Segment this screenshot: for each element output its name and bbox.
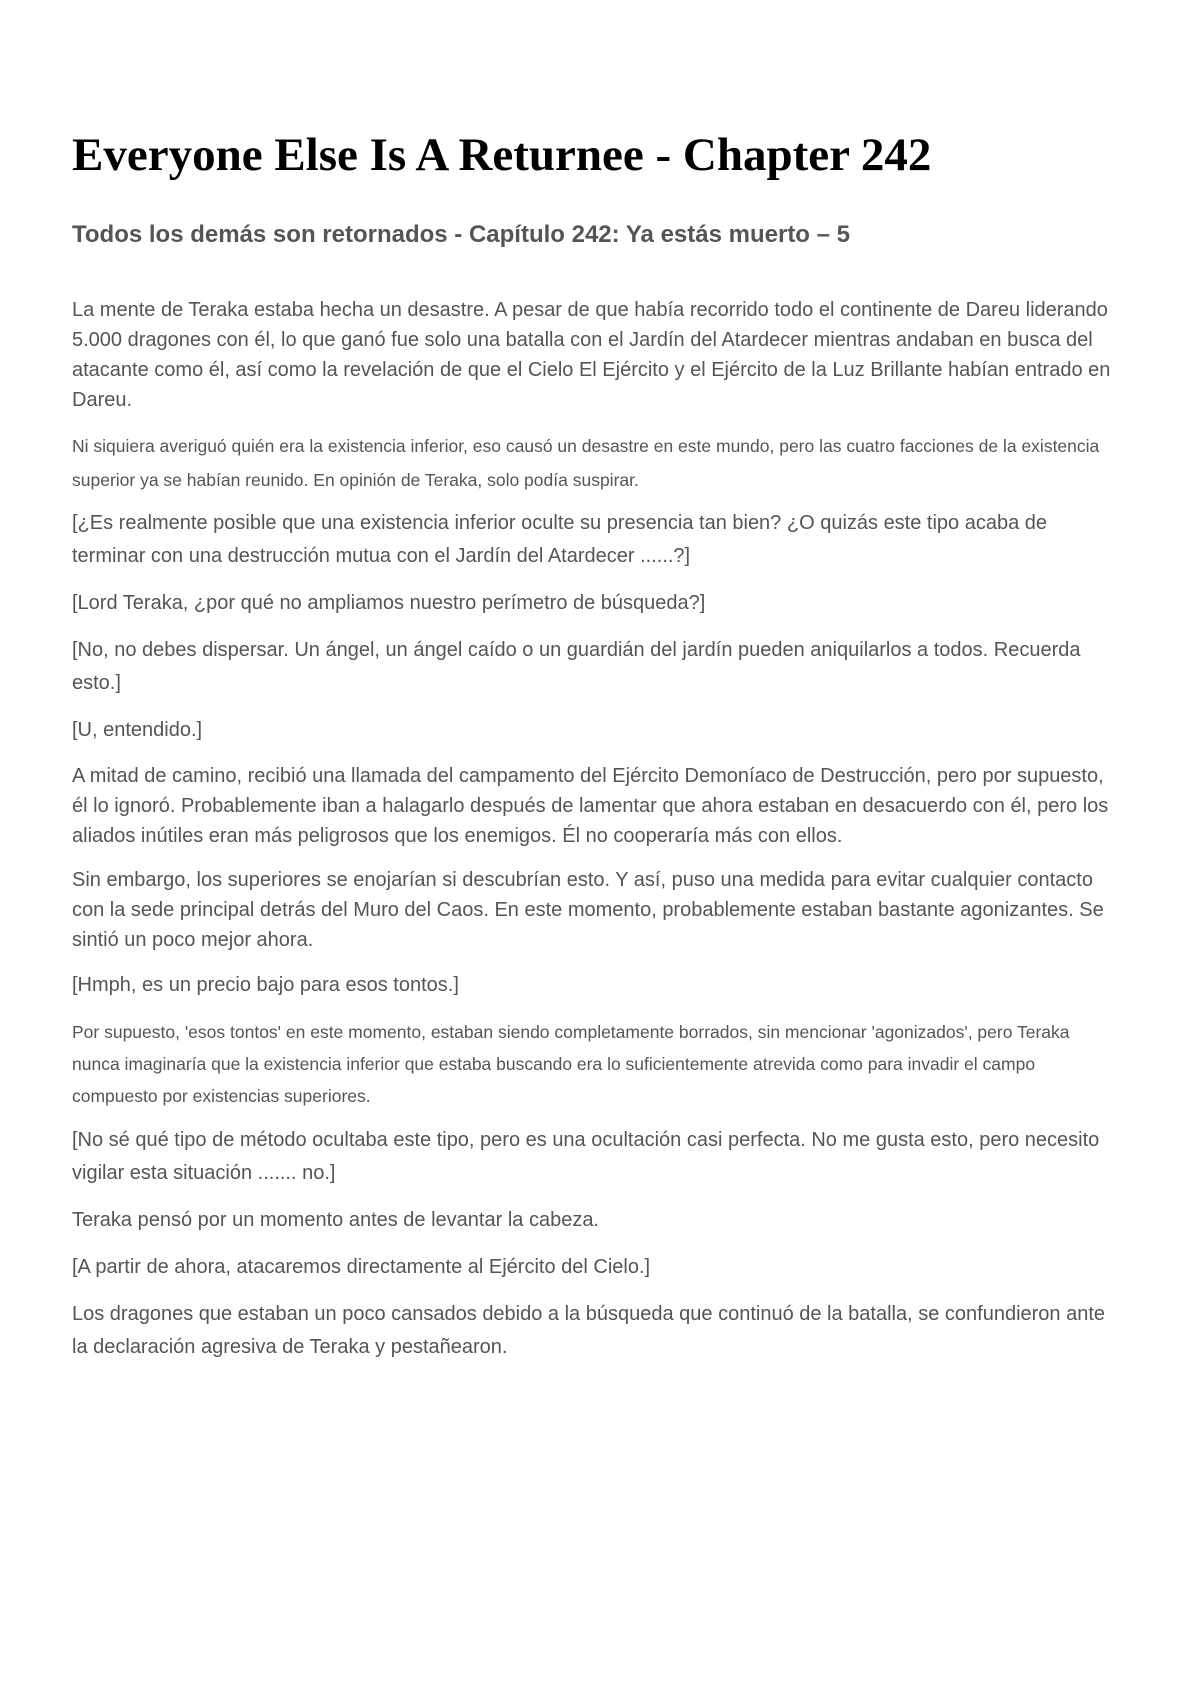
paragraph: Los dragones que estaban un poco cansados debido a la búsqueda que continuó de la batalla, se confundieron ante la declaración agresiva de Teraka y pestañearon. <box>72 1303 1106 1358</box>
paragraph: [U, entendido.] <box>72 719 203 741</box>
paragraph: A mitad de camino, recibió una llamada del campamento del Ejército Demoníaco de Destrucción, pero por supuesto, él lo ignoró. Probablemente iban a halagarlo después de lamentar que ahora estaban en desacuerdo con él, pero los aliados inútiles eran más peligrosos que los enemigos. Él no cooperaría más con ellos. <box>72 765 1109 847</box>
document-page <box>72 128 1117 1378</box>
chapter-subtitle: Todos los demás son retornados - Capítulo 242: Ya estás muerto – 5 <box>72 221 850 248</box>
chapter-title: Everyone Else Is A Returnee - Chapter 242 <box>72 129 932 181</box>
paragraph: Ni siquiera averiguó quién era la existencia inferior, eso causó un desastre en este mundo, pero las cuatro facciones de la existencia superior ya se habían reunido. En opinión de Teraka, solo podía suspirar. <box>72 436 1100 490</box>
paragraph: [No, no debes dispersar. Un ángel, un ángel caído o un guardián del jardín pueden aniquilarlos a todos. Recuerda esto.] <box>72 639 1081 694</box>
paragraph: Teraka pensó por un momento antes de levantar la cabeza. <box>72 1209 599 1231</box>
paragraph: Sin embargo, los superiores se enojarían si descubrían esto. Y así, puso una medida para evitar cualquier contacto con la sede principal detrás del Muro del Caos. En este momento, probablemente estaban bastante agonizantes. Se sintió un poco mejor ahora. <box>72 869 1104 951</box>
paragraph: [Hmph, es un precio bajo para esos tontos.] <box>72 974 459 996</box>
paragraph: Por supuesto, 'esos tontos' en este momento, estaban siendo completamente borrados, sin mencionar 'agonizados', pero Teraka nunca imaginaría que la existencia inferior que estaba buscando era lo suficientemente atrevida como para invadir el campo compuesto por existencias superiores. <box>72 1022 1070 1106</box>
chapter-body <box>72 295 1117 1364</box>
paragraph: [A partir de ahora, atacaremos directamente al Ejército del Cielo.] <box>72 1256 651 1278</box>
paragraph: [¿Es realmente posible que una existencia inferior oculte su presencia tan bien? ¿O quizás este tipo acaba de terminar con una destrucción mutua con el Jardín del Atardecer ......?] <box>72 512 1048 567</box>
paragraph: La mente de Teraka estaba hecha un desastre. A pesar de que había recorrido todo el continente de Dareu liderando 5.000 dragones con él, lo que ganó fue solo una batalla con el Jardín del Atardecer mientras andaban en busca del atacante como él, así como la revelación de que el Cielo El Ejército y el Ejército de la Luz Brillante habían entrado en Dareu. <box>72 299 1111 411</box>
paragraph: [Lord Teraka, ¿por qué no ampliamos nuestro perímetro de búsqueda?] <box>72 592 706 614</box>
paragraph: [No sé qué tipo de método ocultaba este tipo, pero es una ocultación casi perfecta. No me gusta esto, pero necesito vigilar esta situación ....... no.] <box>72 1129 1100 1184</box>
